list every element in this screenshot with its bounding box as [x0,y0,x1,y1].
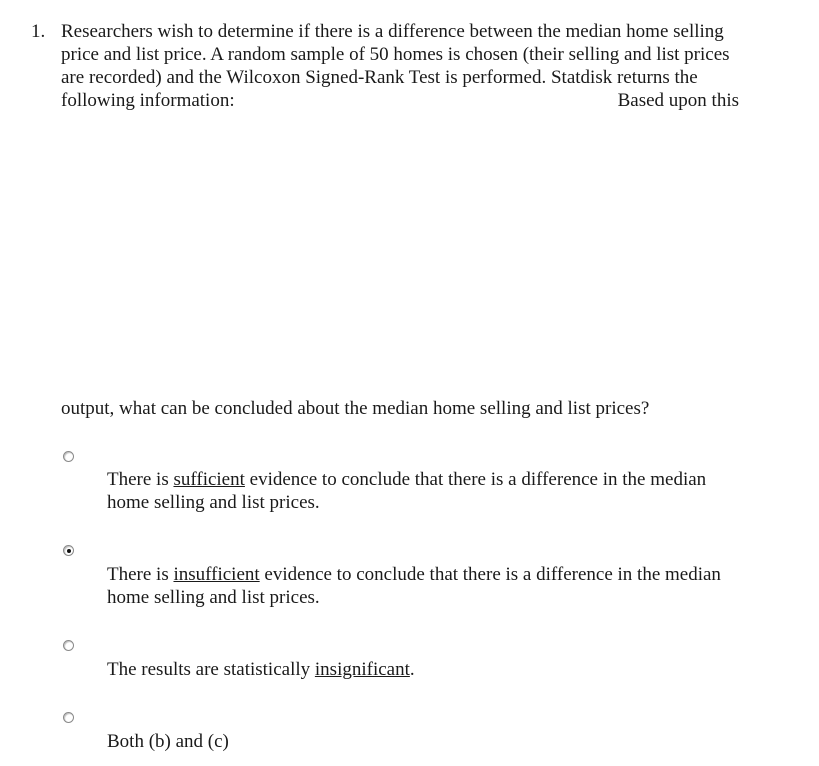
option-b-underlined: insufficient [173,564,260,585]
option-a-radio[interactable] [63,451,74,462]
option-d-line1: Both (b) and (c) [107,731,229,752]
option-c-underlined: insignificant [314,659,410,680]
option-a-line2: home selling and list prices. [107,492,320,513]
option-a-label[interactable] [107,468,787,514]
option-a-line1: There is sufficient evidence to conclude that there is a difference in the median [107,469,707,490]
option-b-line1: There is insufficient evidence to conclude that there is a difference in the median [107,564,721,585]
option-c-radio[interactable] [63,640,74,651]
option-a-underlined: sufficient [173,469,245,490]
option-b-label[interactable] [107,563,787,609]
option-d-radio[interactable] [63,712,74,723]
option-d-label[interactable] [107,730,787,753]
option-c-line1: The results are statistically insignificant. [107,659,415,680]
question-line-right: Based upon this [617,90,739,111]
option-b-radio[interactable] [63,545,74,556]
option-c-label[interactable] [107,658,787,681]
question-line-left: following information: [61,90,235,111]
question-line-last [61,89,739,112]
question-line: Researchers wish to determine if there is a difference between the median home selling [61,21,724,42]
option-b-line2: home selling and list prices. [107,587,320,608]
question-continuation: output, what can be concluded about the median home selling and list prices? [61,398,650,419]
question-line: are recorded) and the Wilcoxon Signed-Rank Test is performed. Statdisk returns the [61,67,698,88]
question-line: price and list price. A random sample of 50 homes is chosen (their selling and list prices [61,44,730,65]
question-text [61,20,781,112]
question-number: 1. [31,21,46,42]
